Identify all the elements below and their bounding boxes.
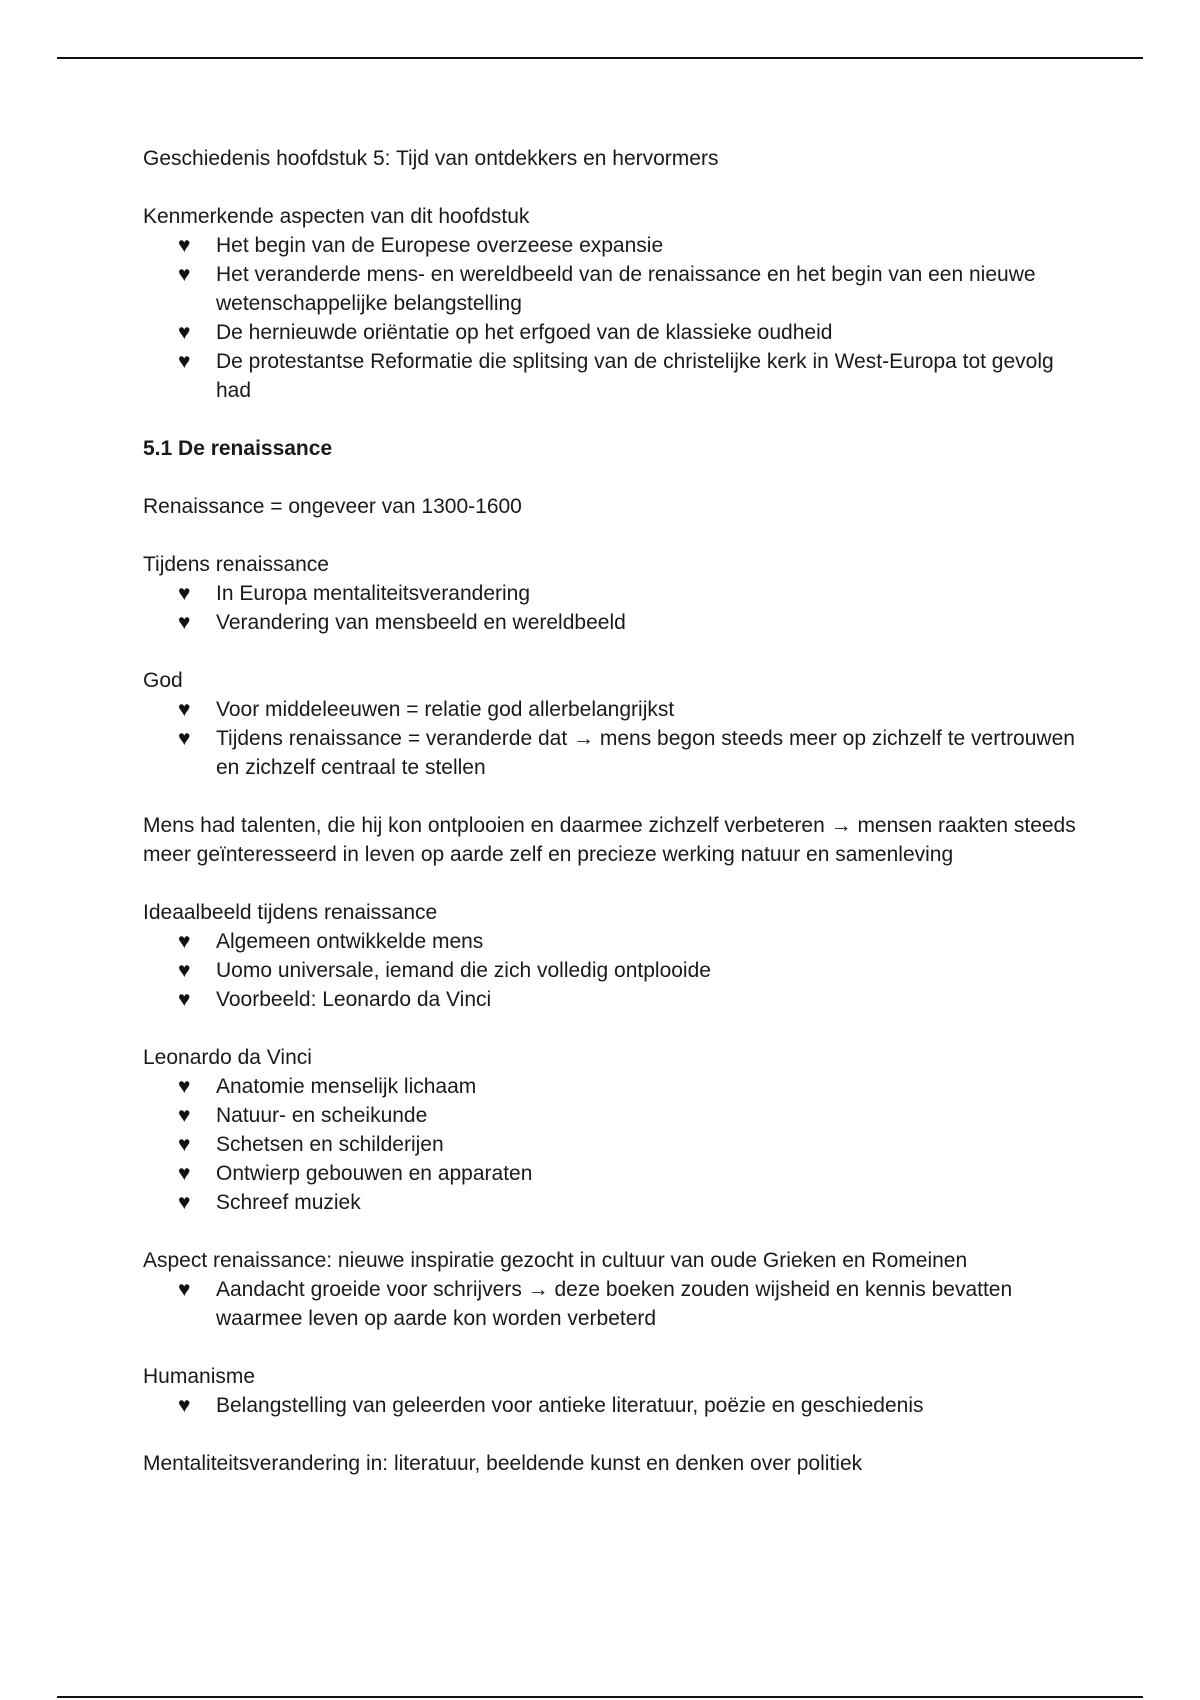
list-item: ♥ Anatomie menselijk lichaam	[216, 1072, 1083, 1101]
list-item: ♥ Tijdens renaissance = veranderde dat → mens begon steeds meer op zichzelf te vertrouwen en zichzelf centraal te stellen	[216, 724, 1083, 782]
renaissance-definition: Renaissance = ongeveer van 1300-1600	[143, 495, 522, 518]
header-rule	[57, 57, 1143, 59]
list-item: ♥ Aandacht groeide voor schrijvers → deze boeken zouden wijsheid en kennis bevatten waarmee leven op aarde kon worden verbeterd	[216, 1275, 1083, 1333]
kenmerkende-list	[143, 231, 1083, 405]
list-item: ♥ Uomo universale, iemand die zich volledig ontplooide	[216, 956, 1083, 985]
list-item: ♥ Ontwierp gebouwen en apparaten	[216, 1159, 1083, 1188]
mentaliteit-line: Mentaliteitsverandering in: literatuur, beeldende kunst en denken over politiek	[143, 1452, 863, 1475]
list-item: ♥ Schetsen en schilderijen	[216, 1130, 1083, 1159]
list-item: ♥ Verandering van mensbeeld en wereldbeeld	[216, 608, 1083, 637]
section-heading: 5.1 De renaissance	[143, 437, 333, 460]
document-body	[143, 144, 1083, 1478]
heart-bullet-icon: ♥	[178, 1191, 191, 1214]
heart-bullet-icon: ♥	[178, 611, 191, 634]
heart-bullet-icon: ♥	[178, 698, 191, 721]
humanisme-heading: Humanisme	[143, 1365, 256, 1388]
list-item: ♥ Het veranderde mens- en wereldbeeld van de renaissance en het begin van een nieuwe wetenschappelijke belangstelling	[216, 260, 1083, 318]
mens-paragraph: Mens had talenten, die hij kon ontplooien en daarmee zichzelf verbeteren → mensen raakten steeds meer geïnteresseerd in leven op aarde zelf en precieze werking natuur en samenleving	[143, 814, 1076, 866]
kenmerkende-heading: Kenmerkende aspecten van dit hoofdstuk	[143, 205, 530, 228]
heart-bullet-icon: ♥	[178, 1394, 191, 1417]
heart-bullet-icon: ♥	[178, 321, 191, 344]
aspect-list	[143, 1275, 1083, 1333]
heart-bullet-icon: ♥	[178, 988, 191, 1011]
heart-bullet-icon: ♥	[178, 1075, 191, 1098]
list-item: ♥ Het begin van de Europese overzeese expansie	[216, 231, 1083, 260]
tijdens-list	[143, 579, 1083, 637]
heart-bullet-icon: ♥	[178, 582, 191, 605]
leonardo-heading: Leonardo da Vinci	[143, 1046, 312, 1069]
aspect-heading: Aspect renaissance: nieuwe inspiratie gezocht in cultuur van oude Grieken en Romeinen	[143, 1249, 968, 1272]
list-item: ♥ In Europa mentaliteitsverandering	[216, 579, 1083, 608]
heart-bullet-icon: ♥	[178, 263, 191, 286]
list-item: ♥ Voor middeleeuwen = relatie god allerbelangrijkst	[216, 695, 1083, 724]
heart-bullet-icon: ♥	[178, 1104, 191, 1127]
footer-rule	[57, 1696, 1143, 1698]
god-heading: God	[143, 669, 183, 692]
ideaalbeeld-heading: Ideaalbeeld tijdens renaissance	[143, 901, 438, 924]
god-list	[143, 695, 1083, 782]
list-item: ♥ Natuur- en scheikunde	[216, 1101, 1083, 1130]
list-item: ♥ Schreef muziek	[216, 1188, 1083, 1217]
humanisme-list	[143, 1391, 1083, 1420]
heart-bullet-icon: ♥	[178, 959, 191, 982]
list-item: ♥ Belangstelling van geleerden voor antieke literatuur, poëzie en geschiedenis	[216, 1391, 1083, 1420]
tijdens-heading: Tijdens renaissance	[143, 553, 329, 576]
ideaalbeeld-list	[143, 927, 1083, 1014]
heart-bullet-icon: ♥	[178, 1278, 191, 1301]
list-item: ♥ De hernieuwde oriëntatie op het erfgoed van de klassieke oudheid	[216, 318, 1083, 347]
heart-bullet-icon: ♥	[178, 234, 191, 257]
document-title: Geschiedenis hoofdstuk 5: Tijd van ontdekkers en hervormers	[143, 147, 719, 170]
heart-bullet-icon: ♥	[178, 930, 191, 953]
heart-bullet-icon: ♥	[178, 1162, 191, 1185]
list-item: ♥ Voorbeeld: Leonardo da Vinci	[216, 985, 1083, 1014]
heart-bullet-icon: ♥	[178, 727, 191, 750]
heart-bullet-icon: ♥	[178, 350, 191, 373]
leonardo-list	[143, 1072, 1083, 1217]
list-item: ♥ De protestantse Reformatie die splitsing van de christelijke kerk in West-Europa tot gevolg had	[216, 347, 1083, 405]
heart-bullet-icon: ♥	[178, 1133, 191, 1156]
list-item: ♥ Algemeen ontwikkelde mens	[216, 927, 1083, 956]
